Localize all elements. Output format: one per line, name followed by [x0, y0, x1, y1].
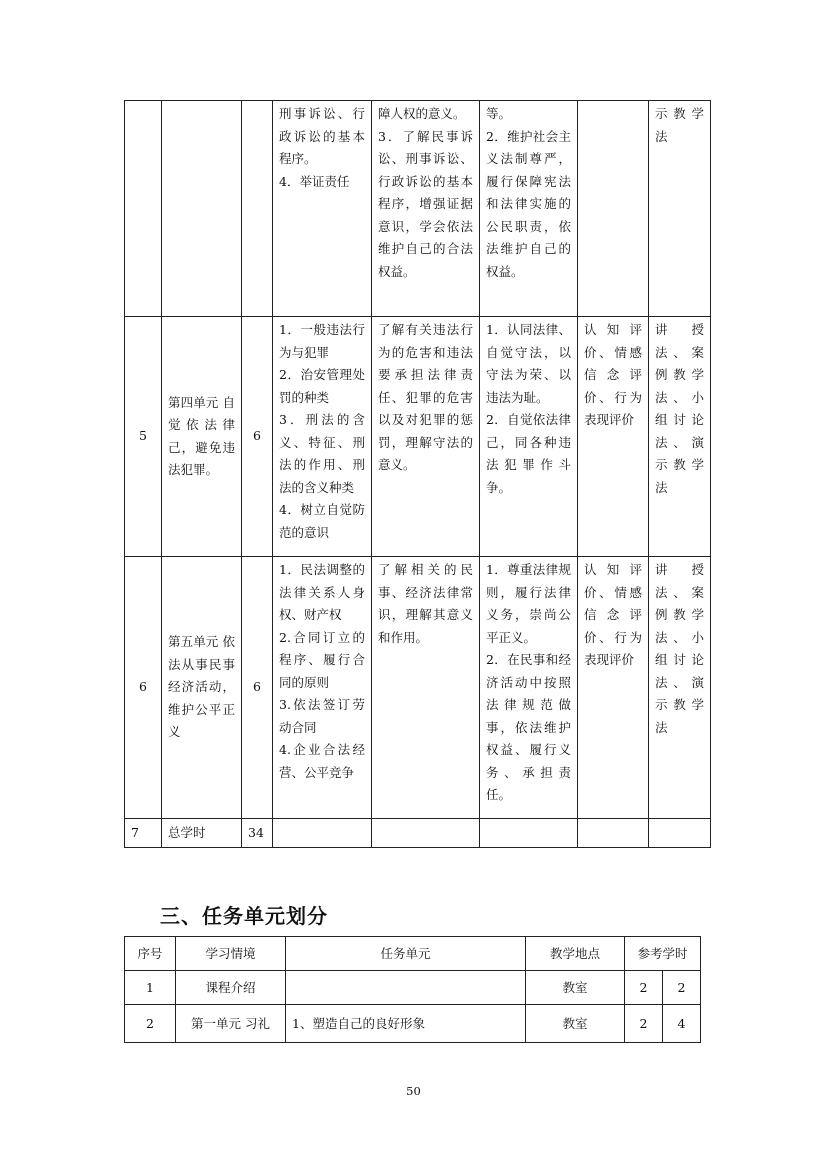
- no-cell: 2: [125, 1005, 176, 1043]
- unit-cell: [162, 317, 242, 557]
- evaluation-cell: [578, 317, 649, 557]
- content-text: 1．一般违法行为与犯罪 2．治安管理处罚的种类 3．刑法的含义、特征、刑法的作用、刑法的含义种类 4．树立自觉防范的意识: [279, 322, 365, 540]
- knowledge-cell: [372, 101, 480, 317]
- unit-text: 第五单元 依法从事民事经济活动，维护公平正义: [168, 634, 235, 740]
- content-cell: [273, 819, 372, 848]
- evaluation-cell: [578, 101, 649, 317]
- content-cell: [273, 317, 372, 557]
- quality-cell: [480, 819, 578, 848]
- table-row: [125, 819, 711, 848]
- hours-cell: [242, 819, 273, 848]
- content-cell: [273, 101, 372, 317]
- knowledge-cell: [372, 317, 480, 557]
- hours-text: 34: [248, 824, 264, 840]
- hours-cell-a: 2: [625, 971, 663, 1005]
- task-table: [124, 936, 701, 1043]
- hours-cell: [242, 317, 273, 557]
- knowledge-text: 了解相关的民事、经济法律常识，理解其意义和作用。: [378, 562, 473, 645]
- situation-cell: 课程介绍: [176, 971, 286, 1005]
- header-hours: 参考学时: [625, 937, 701, 971]
- unit-text: 总学时: [168, 824, 206, 840]
- quality-cell: [480, 317, 578, 557]
- syllabus-table: [124, 100, 711, 848]
- hours-cell: [242, 557, 273, 819]
- table-row: [125, 1005, 701, 1043]
- unit-cell: [162, 819, 242, 848]
- table-row: [125, 971, 701, 1005]
- table-row: [125, 557, 711, 819]
- table-header-row: [125, 937, 701, 971]
- header-task: 任务单元: [286, 937, 526, 971]
- place-cell: 教室: [526, 1005, 625, 1043]
- hours-cell-a: 2: [625, 1005, 663, 1043]
- task-cell: 1、塑造自己的良好形象: [286, 1005, 526, 1043]
- page-number: 50: [406, 1084, 421, 1098]
- knowledge-text: 了解有关违法行为的危害和违法要承担法律责任、犯罪的危害以及对犯罪的惩罚，理解守法的意义。: [378, 322, 473, 472]
- unit-text: 第四单元 自觉依法律己，避免违法犯罪。: [168, 394, 235, 477]
- knowledge-text: 障人权的意义。 3．了解民事诉讼、刑事诉讼、行政诉讼的基本程序，增强证据意识，学会依法维护自己的合法权益。: [378, 106, 473, 279]
- quality-text: 1．尊重法律规则，履行法律义务，崇尚公平正义。 2．在民事和经济活动中按照法律规范做事，依法维护权益、履行义务、承担责任。: [486, 562, 571, 802]
- no-cell: [125, 819, 162, 848]
- hours-cell-b: 4: [663, 1005, 701, 1043]
- quality-text: 1．认同法律、自觉守法，以守法为荣、以违法为耻。 2．自觉依法律己，同各种违法犯罪作斗争。: [486, 322, 571, 495]
- situation-cell: 第一单元 习礼: [176, 1005, 286, 1043]
- header-place: 教学地点: [526, 937, 625, 971]
- hours-cell-b: 2: [663, 971, 701, 1005]
- evaluation-text: 认知评价、情感信念评价、行为表现评价: [584, 322, 642, 427]
- hours-cell: [242, 101, 273, 317]
- hours-text: 6: [253, 428, 261, 444]
- table-row: [125, 101, 711, 317]
- knowledge-cell: [372, 557, 480, 819]
- section-heading: 三、任务单元划分: [160, 904, 328, 928]
- header-situation: 学习情境: [176, 937, 286, 971]
- unit-cell: [162, 557, 242, 819]
- no-cell: 1: [125, 971, 176, 1005]
- evaluation-cell: [578, 557, 649, 819]
- no-cell: [125, 101, 162, 317]
- no-text: 7: [131, 824, 139, 840]
- no-cell: [125, 317, 162, 557]
- knowledge-cell: [372, 819, 480, 848]
- method-cell: [649, 819, 711, 848]
- no-cell: [125, 557, 162, 819]
- place-cell: 教室: [526, 971, 625, 1005]
- content-text: 刑事诉讼、行政诉讼的基本程序。 4．举证责任: [279, 106, 365, 189]
- content-text: 1．民法调整的法律关系人身权、财产权 2.合同订立的程序、履行合同的原则 3.依法签订劳动合同 4.企业合法经营、公平竞争: [279, 562, 365, 780]
- quality-cell: [480, 101, 578, 317]
- method-cell: [649, 317, 711, 557]
- method-text: 示教学法: [655, 106, 704, 144]
- quality-cell: [480, 557, 578, 819]
- evaluation-cell: [578, 819, 649, 848]
- method-text: 讲授法、案例教学法、小组讨论法、演示教学法: [655, 322, 704, 495]
- method-cell: [649, 557, 711, 819]
- unit-cell: [162, 101, 242, 317]
- method-text: 讲授法、案例教学法、小组讨论法、演示教学法: [655, 562, 704, 735]
- task-cell: [286, 971, 526, 1005]
- no-text: 5: [139, 428, 147, 444]
- content-cell: [273, 557, 372, 819]
- quality-text: 等。 2．维护社会主义法制尊严，履行保障宪法和法律实施的公民职责，依法维护自己的权益。: [486, 106, 571, 279]
- evaluation-text: 认知评价、情感信念评价、行为表现评价: [584, 562, 642, 667]
- header-no: 序号: [125, 937, 176, 971]
- no-text: 6: [139, 679, 147, 695]
- hours-text: 6: [253, 679, 261, 695]
- method-cell: [649, 101, 711, 317]
- table-row: [125, 317, 711, 557]
